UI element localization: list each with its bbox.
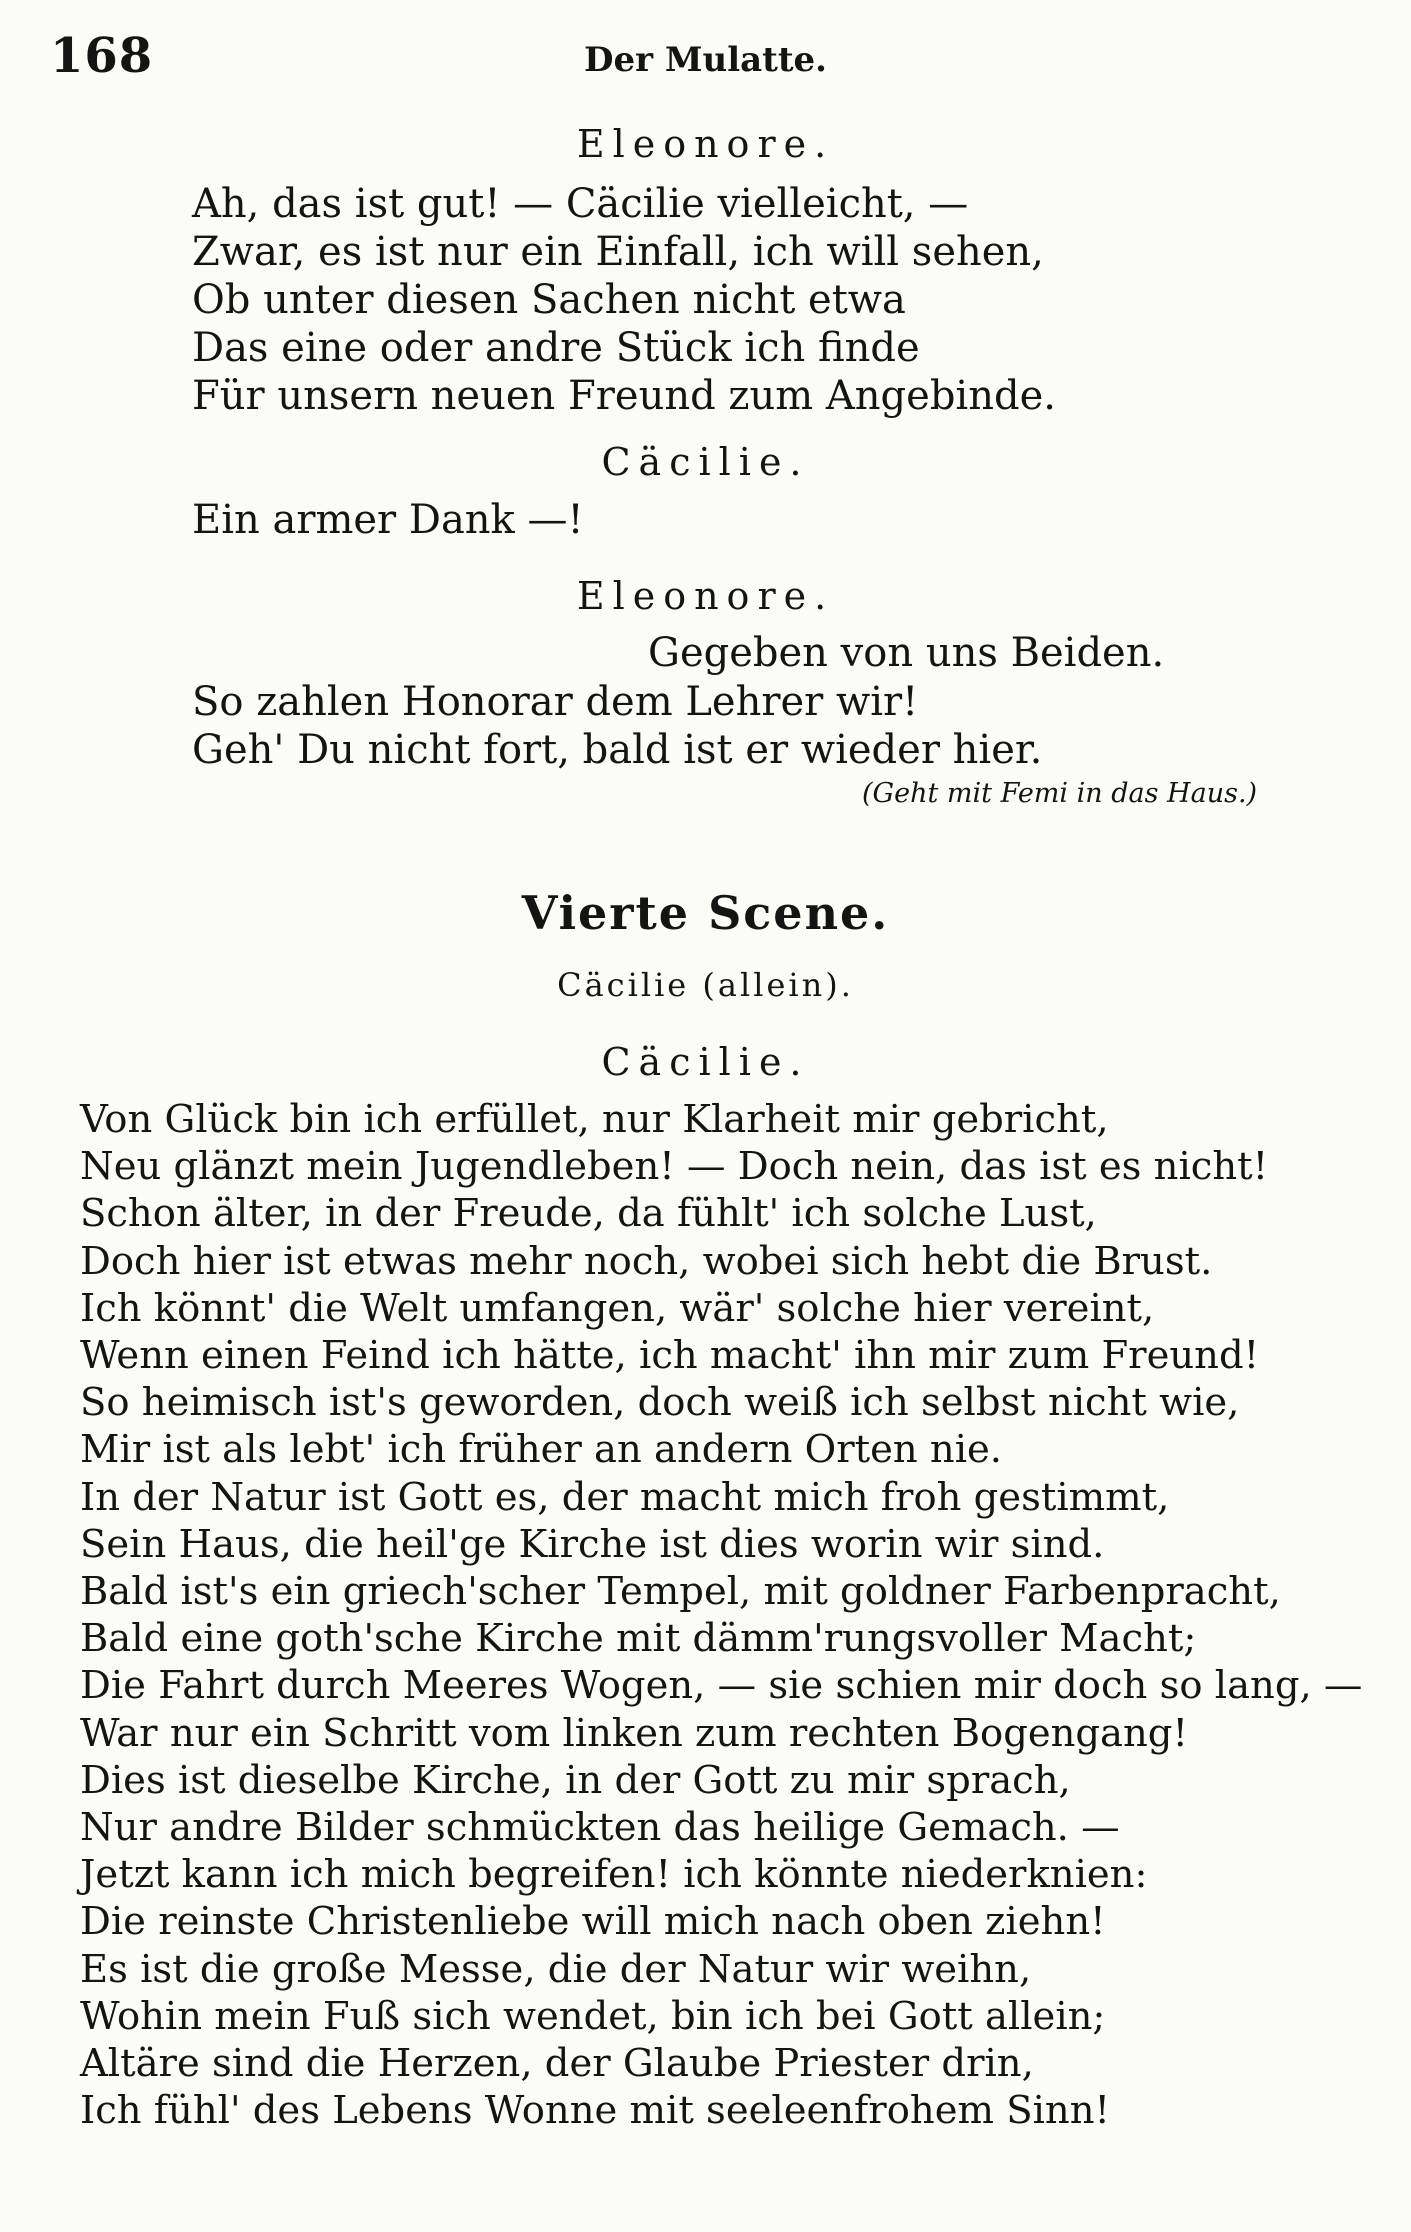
verse-block <box>192 678 1042 774</box>
verse-line: Wohin mein Fuß sich wendet, bin ich bei Gott allein; <box>80 1993 1106 2039</box>
verse-line: Für unsern neuen Freund zum Angebinde. <box>192 373 1056 419</box>
running-title: Der Mulatte. <box>583 40 828 80</box>
verse-block <box>192 496 584 544</box>
verse-line: Doch hier ist etwas mehr noch, wobei sich hebt die Brust. <box>80 1238 1213 1284</box>
verse-line: Ich fühl' des Lebens Wonne mit seeleenfrohem Sinn! <box>80 2088 1110 2134</box>
speaker-name: Cäcilie. <box>601 440 810 484</box>
verse-line: Geh' Du nicht fort, bald ist er wieder hier. <box>192 727 1043 773</box>
verse-line: Die Fahrt durch Meeres Wogen, — sie schien mir doch so lang, — <box>80 1663 1363 1709</box>
verse-line: Neu glänzt mein Jugendleben! — Doch nein, das ist es nicht! <box>80 1144 1269 1190</box>
verse-line: Bald eine goth'sche Kirche mit dämm'rungsvoller Macht; <box>80 1616 1197 1662</box>
verse-line: So heimisch ist's geworden, doch weiß ich selbst nicht wie, <box>80 1380 1240 1426</box>
verse-line-continuation: Gegeben von uns Beiden. <box>648 630 1165 676</box>
verse-line: Ah, das ist gut! — Cäcilie vielleicht, — <box>192 181 969 227</box>
verse-line: Es ist die große Messe, die der Natur wir weihn, <box>80 1946 1032 1992</box>
verse-line: Ich könnt' die Welt umfangen, wär' solche hier vereint, <box>80 1285 1155 1331</box>
verse-line: Wenn einen Feind ich hätte, ich macht' ihn mir zum Freund! <box>80 1333 1260 1379</box>
verse-line: Mir ist als lebt' ich früher an andern Orten nie. <box>80 1427 1003 1473</box>
speaker-name: Eleonore. <box>576 574 835 618</box>
verse-line: So zahlen Honorar dem Lehrer wir! <box>192 679 919 725</box>
verse-block <box>192 180 1056 420</box>
verse-line: Ob unter diesen Sachen nicht etwa <box>192 277 906 323</box>
verse-block <box>80 1096 1362 2134</box>
scene-heading: Vierte Scene. <box>521 886 890 940</box>
verse-line: Ein armer Dank —! <box>192 497 584 543</box>
verse-line: Bald ist's ein griech'scher Tempel, mit goldner Farbenpracht, <box>80 1569 1281 1615</box>
verse-line: Zwar, es ist nur ein Einfall, ich will sehen, <box>192 229 1044 275</box>
speaker-name: Cäcilie. <box>601 1040 810 1084</box>
scene-cast: Cäcilie (allein). <box>557 966 854 1004</box>
page-number: 168 <box>50 28 154 84</box>
verse-line: War nur ein Schritt vom linken zum rechten Bogengang! <box>80 1710 1188 1756</box>
verse-line: Nur andre Bilder schmückten das heilige Gemach. — <box>80 1805 1120 1851</box>
verse-line: Sein Haus, die heil'ge Kirche ist dies worin wir sind. <box>80 1521 1105 1567</box>
speaker-name: Eleonore. <box>576 122 835 166</box>
verse-line: Die reinste Christenliebe will mich nach oben ziehn! <box>80 1899 1106 1945</box>
verse-line: Schon älter, in der Freude, da fühlt' ich solche Lust, <box>80 1191 1097 1237</box>
verse-line: Altäre sind die Herzen, der Glaube Priester drin, <box>80 2041 1034 2087</box>
verse-line: Jetzt kann ich mich begreifen! ich könnte niederknien: <box>80 1852 1148 1898</box>
stage-direction: (Geht mit Femi in das Haus.) <box>862 778 1258 809</box>
verse-line: Dies ist dieselbe Kirche, in der Gott zu mir sprach, <box>80 1757 1071 1803</box>
verse-line: Von Glück bin ich erfüllet, nur Klarheit mir gebricht, <box>80 1097 1109 1142</box>
verse-line: Das eine oder andre Stück ich finde <box>192 325 920 371</box>
verse-line: In der Natur ist Gott es, der macht mich froh gestimmt, <box>80 1474 1170 1520</box>
